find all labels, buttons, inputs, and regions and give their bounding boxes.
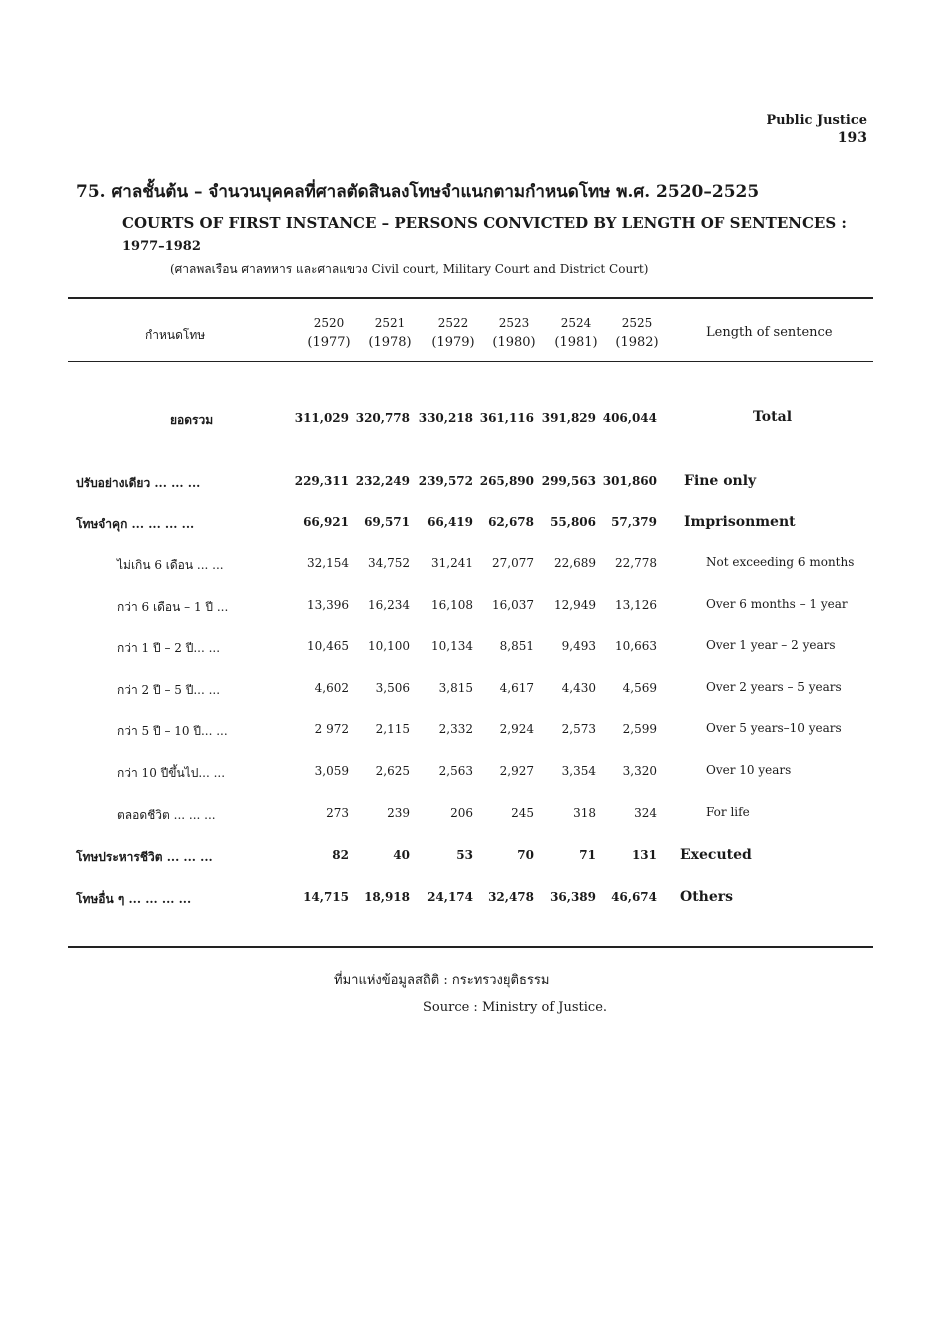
row-label-english: Over 10 years	[706, 763, 792, 777]
header-sentence-english: Length of sentence	[706, 325, 833, 340]
cell-value: 36,389	[550, 890, 596, 904]
cell-value: 13,126	[615, 598, 657, 612]
table-row	[0, 720, 941, 744]
cell-value: 57,379	[611, 515, 657, 529]
cell-value: 32,154	[307, 556, 349, 570]
table-row	[0, 846, 941, 870]
cell-value: 8,851	[499, 639, 534, 653]
cell-value: 311,029	[294, 411, 349, 425]
row-label-english: For life	[706, 805, 750, 819]
title-thai-text: ศาลชั้นต้น – จำนวนบุคคลที่ศาลตัดสินลงโทษจำแนกตามกำหนดโทษ พ.ศ. 2520–2525	[111, 182, 760, 202]
cell-value: 16,037	[492, 598, 534, 612]
table-row	[0, 409, 941, 433]
table-row	[0, 804, 941, 828]
cell-value: 406,044	[602, 411, 657, 425]
cell-value: 3,815	[438, 681, 473, 695]
cell-value: 2,599	[622, 722, 657, 736]
year-be: 2520	[313, 316, 345, 330]
table-row	[0, 679, 941, 703]
row-label-thai: โทษอื่น ๆ ... ... ... ...	[76, 892, 192, 906]
cell-value: 239,572	[418, 474, 473, 488]
cell-value: 4,617	[499, 681, 534, 695]
cell-value: 2,115	[375, 722, 410, 736]
row-label-thai: ตลอดชีวิต ... ... ...	[117, 808, 216, 822]
year-header	[484, 313, 544, 353]
row-label-thai: ไม่เกิน 6 เดือน ... ...	[117, 558, 224, 572]
cell-value: 299,563	[541, 474, 596, 488]
row-label-thai: กว่า 6 เดือน – 1 ปี ...	[117, 600, 229, 614]
row-label-english: Over 2 years – 5 years	[706, 680, 842, 694]
cell-value: 2,573	[561, 722, 596, 736]
row-label-thai: กว่า 1 ปี – 2 ปี... ...	[117, 641, 221, 655]
table-title-english: COURTS OF FIRST INSTANCE – PERSONS CONVICTED BY LENGTH OF SENTENCES :	[122, 214, 847, 232]
cell-value: 10,465	[307, 639, 349, 653]
cell-value: 9,493	[561, 639, 596, 653]
table-number: 75.	[76, 182, 106, 202]
cell-value: 71	[579, 848, 596, 862]
cell-value: 34,752	[368, 556, 410, 570]
cell-value: 22,689	[554, 556, 596, 570]
year-header	[423, 313, 483, 353]
cell-value: 245	[511, 806, 534, 820]
table-row	[0, 513, 941, 537]
cell-value: 2,332	[438, 722, 473, 736]
row-label-thai: กว่า 2 ปี – 5 ปี... ...	[117, 683, 221, 697]
cell-value: 24,174	[427, 890, 473, 904]
cell-value: 31,241	[431, 556, 473, 570]
source-thai: ที่มาแห่งข้อมูลสถิติ : กระทรวงยุติธรรม	[334, 973, 550, 988]
cell-value: 70	[517, 848, 534, 862]
row-label-english: Imprisonment	[684, 514, 796, 530]
year-ce: (1979)	[431, 335, 475, 350]
cell-value: 4,430	[561, 681, 596, 695]
cell-value: 46,674	[611, 890, 657, 904]
table-title-thai	[76, 178, 759, 205]
cell-value: 18,918	[364, 890, 410, 904]
cell-value: 301,860	[602, 474, 657, 488]
cell-value: 3,059	[314, 764, 349, 778]
table-row	[0, 596, 941, 620]
year-be: 2521	[374, 316, 406, 330]
year-header	[546, 313, 606, 353]
row-label-thai: กว่า 5 ปี – 10 ปี... ...	[117, 724, 228, 738]
row-label-thai: ยอดรวม	[170, 413, 214, 427]
cell-value: 66,419	[427, 515, 473, 529]
cell-value: 3,506	[375, 681, 410, 695]
table-row	[0, 888, 941, 912]
year-header	[607, 313, 667, 353]
cell-value: 40	[393, 848, 410, 862]
cell-value: 361,116	[479, 411, 534, 425]
year-be: 2525	[621, 316, 653, 330]
cell-value: 22,778	[615, 556, 657, 570]
cell-value: 4,602	[314, 681, 349, 695]
cell-value: 2,563	[438, 764, 473, 778]
cell-value: 2 972	[314, 722, 349, 736]
table-bottom-rule	[68, 946, 873, 948]
cell-value: 32,478	[488, 890, 534, 904]
row-label-english: Over 1 year – 2 years	[706, 638, 836, 652]
table-title-years: 1977–1982	[122, 239, 201, 254]
year-header	[299, 313, 359, 353]
cell-value: 13,396	[307, 598, 349, 612]
cell-value: 10,663	[615, 639, 657, 653]
cell-value: 330,218	[418, 411, 473, 425]
header-bottom-rule	[68, 361, 873, 362]
cell-value: 27,077	[492, 556, 534, 570]
source-english: Source : Ministry of Justice.	[423, 1000, 608, 1015]
row-label-english: Not exceeding 6 months	[706, 555, 855, 569]
cell-value: 14,715	[303, 890, 349, 904]
cell-value: 3,320	[622, 764, 657, 778]
cell-value: 3,354	[561, 764, 596, 778]
year-ce: (1977)	[307, 335, 351, 350]
year-ce: (1978)	[368, 335, 412, 350]
row-label-thai: กว่า 10 ปีขึ้นไป... ...	[117, 766, 226, 780]
cell-value: 229,311	[294, 474, 349, 488]
page-number: 193	[837, 130, 867, 146]
cell-value: 2,924	[499, 722, 534, 736]
cell-value: 232,249	[355, 474, 410, 488]
cell-value: 131	[631, 848, 657, 862]
cell-value: 239	[387, 806, 410, 820]
cell-value: 320,778	[355, 411, 410, 425]
row-label-english: Over 6 months – 1 year	[706, 597, 848, 611]
year-ce: (1980)	[492, 335, 536, 350]
cell-value: 4,569	[622, 681, 657, 695]
row-label-thai: โทษประหารชีวิต ... ... ...	[76, 850, 213, 864]
header-sentence-thai: กำหนดโทษ	[145, 328, 206, 342]
cell-value: 273	[326, 806, 349, 820]
cell-value: 2,625	[375, 764, 410, 778]
row-label-english: Total	[753, 409, 793, 425]
row-label-english: Executed	[680, 847, 752, 863]
section-label: Public Justice	[766, 113, 867, 128]
cell-value: 82	[332, 848, 349, 862]
row-label-english: Over 5 years–10 years	[706, 721, 842, 735]
row-label-thai: โทษจำคุก ... ... ... ...	[76, 517, 195, 531]
row-label-english: Fine only	[684, 473, 757, 489]
cell-value: 324	[634, 806, 657, 820]
table-row	[0, 554, 941, 578]
cell-value: 318	[573, 806, 596, 820]
table-row	[0, 762, 941, 786]
table-top-rule	[68, 297, 873, 299]
cell-value: 10,134	[431, 639, 473, 653]
table-row	[0, 472, 941, 496]
cell-value: 206	[450, 806, 473, 820]
year-ce: (1982)	[615, 335, 659, 350]
cell-value: 391,829	[541, 411, 596, 425]
cell-value: 55,806	[550, 515, 596, 529]
year-be: 2522	[437, 316, 469, 330]
cell-value: 62,678	[488, 515, 534, 529]
year-be: 2523	[498, 316, 530, 330]
cell-value: 53	[456, 848, 473, 862]
row-label-english: Others	[680, 889, 734, 905]
cell-value: 16,108	[431, 598, 473, 612]
cell-value: 12,949	[554, 598, 596, 612]
cell-value: 66,921	[303, 515, 349, 529]
year-be: 2524	[560, 316, 592, 330]
cell-value: 69,571	[364, 515, 410, 529]
table-row	[0, 637, 941, 661]
cell-value: 2,927	[499, 764, 534, 778]
row-label-thai: ปรับอย่างเดียว ... ... ...	[76, 476, 201, 490]
year-ce: (1981)	[554, 335, 598, 350]
cell-value: 16,234	[368, 598, 410, 612]
year-header	[360, 313, 420, 353]
cell-value: 10,100	[368, 639, 410, 653]
cell-value: 265,890	[479, 474, 534, 488]
table-subtitle: (ศาลพลเรือน ศาลทหาร และศาลแขวง Civil court, Military Court and District Court)	[170, 262, 649, 276]
